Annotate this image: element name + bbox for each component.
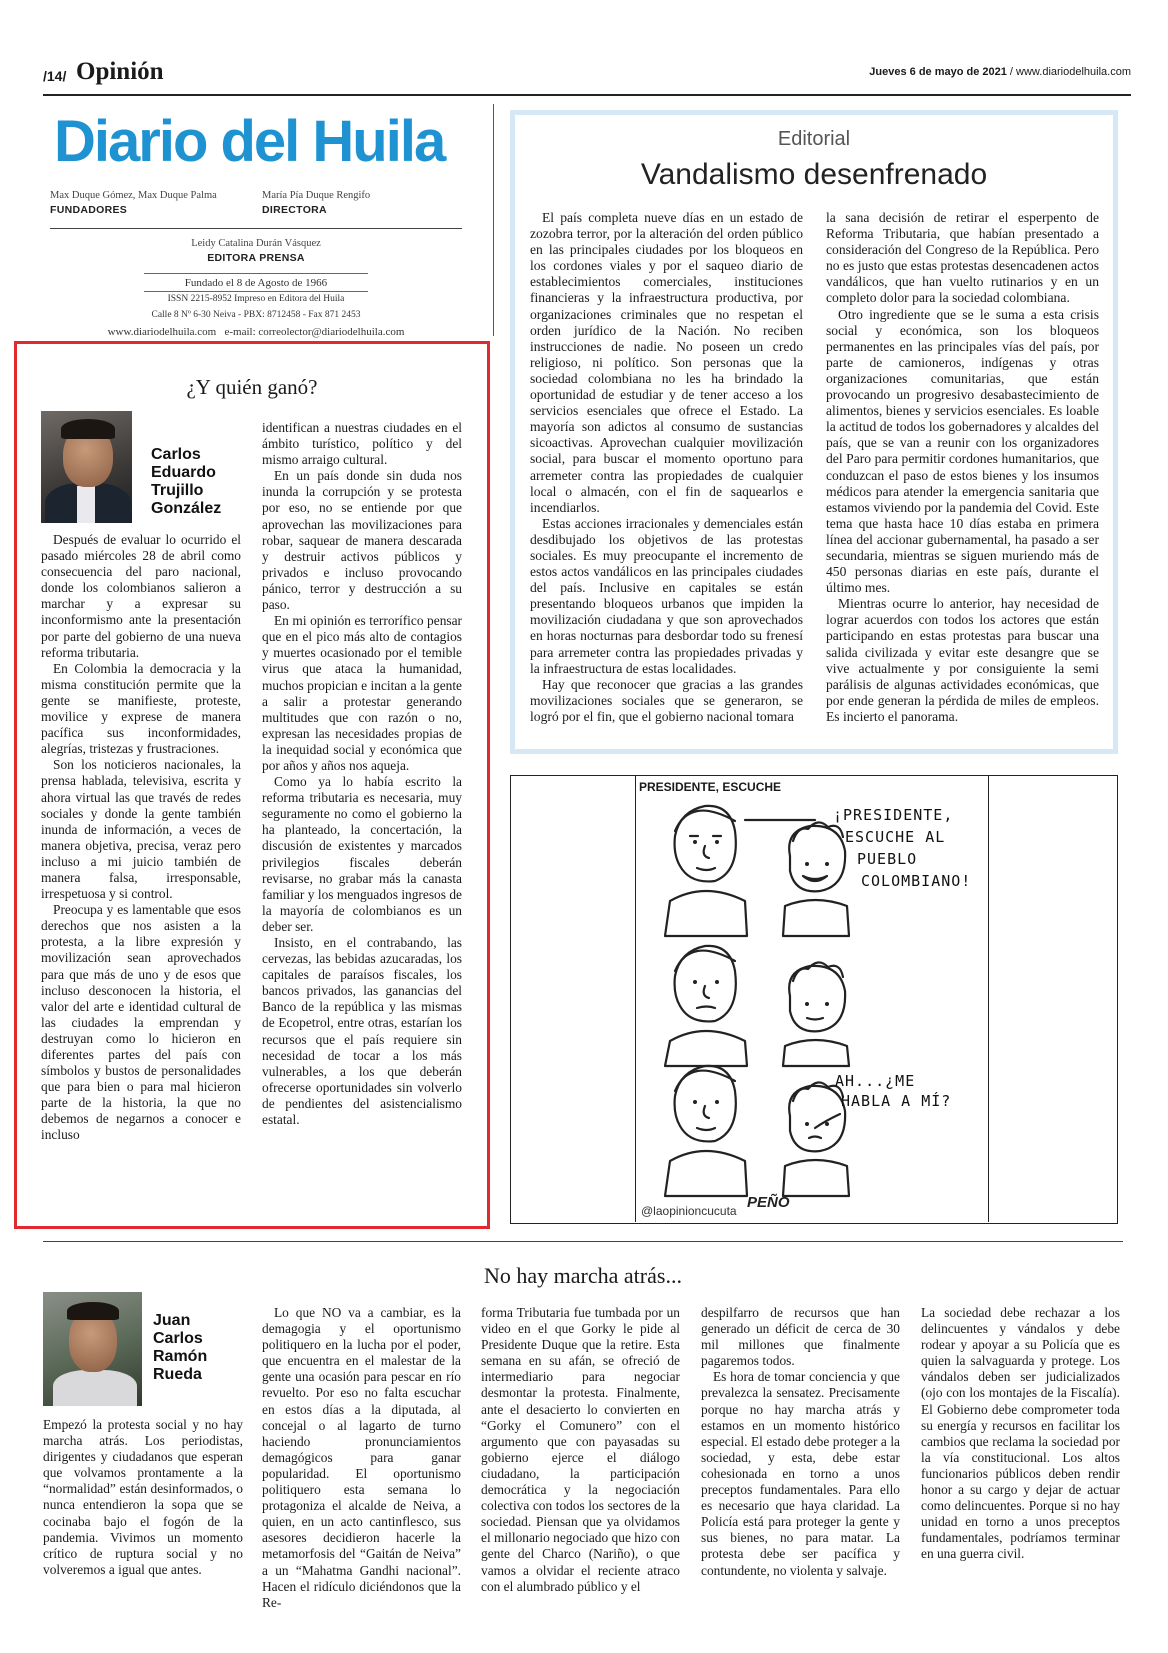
director-block [262,190,370,216]
issn-line: ISSN 2215-8952 Impreso en Editora del Huila [167,294,345,304]
column2-text-col5: La sociedad debe rechazar a los delincuentes y vándalos y debe rodear y apoyar a su Policía que es quien la salvaguarda y protege. Los vándalos deben ser judicializados (ojo con los montajes de la Fiscalía). El Gobierno debe comprometer toda su energía y recursos en facilitar los cambios que reclama la sociedad por la vía constitucional. Los altos funcionarios públicos deben rendir honor a su cargo y dejar de actuar como delincuentes. Porque si no hay unidad en torno a unos preceptos fundamentales, podríamos terminar en una guerra civil. [921,1305,1120,1562]
editor-label: EDITORA PRENSA [207,252,305,264]
page-header [43,58,1131,94]
director-label: DIRECTORA [262,204,327,216]
editorial-text-col2: la sana decisión de retirar el esperpento de Reforma Tributaria, que habían presentado a consideración del Congreso de la República. Pero no es justo que estas protestas desencadenen actos vandálicos, que han vuelto rutinarios y en un completo dolor para la sociedad colombiana. Otro ingrediente que se le suma a esta crisis social y económica, son los bloqueos permanentes en las principales vías del país, por parte de camioneros, indígenas y otras organizaciones comunitarias, que están provocando un progresivo desabastecimiento de alimentos, bienes y servicios esenciales. Es loable la actitud de todos los gobernadores y alcaldes del país, que se van a reunir con los organizadores del Paro para permitir cordones humanitarios, que conduzcan el paso de estos bienes y los insumos médicos para atender la emergencia sanitaria que estamos viviendo por la pandemia del Covid. Este tema que hasta hace 10 días estaba en primera línea del accionar gubernamental, ha pasado a ser secundaria, mientras se siguen muriendo más de 450 personas diarias en este país, durante el último mes. Mientras ocurre lo anterior, hay necesidad de lograr acuerdos con todos los actores que están participando en estas protestas para buscar una salida civilizada y evitar este desangre que se vive actualmente y por consiguiente la semi parálisis de algunas actividades económicas, que por ende generan la pérdida de miles de empleos. Es incierto el panorama. [826,210,1099,724]
header-website[interactable]: www.diariodelhuila.com [1016,66,1131,78]
page-number: /14/ [43,68,67,84]
director-name: María Pía Duque Rengifo [262,190,371,201]
column2-text-col1: Empezó la protesta social y no hay marcha atrás. Los periodistas, dirigentes y ciudadanos que esperan que volvamos prontamente a la “normalidad” están desinformados, o nunca entendieron la sopa que se cocinaba bajo el fogón de la pandemia. Vivimos un momento crítico de ruptura social y no volveremos a igual que antes. [43,1417,243,1577]
column-divider [493,104,494,336]
column2-text-col4: despilfarro de recursos que han generado un déficit de cerca de 30 mil millones que finalmente pagaremos todos. Es hora de tomar conciencia y que prevalezca la sensatez. Precisamente porque no hay marcha atrás y estamos en un momento histórico especial. El estado debe proteger a la sociedad, y esta, debe estar cohesionada en torno a unos preceptos fundamentales. Para ello es necesario que haya claridad. La Policía está para proteger la gente y sus bienes, no para matar. La protesta debe ser pacífica y contundente, no violenta y salvaje. [701,1305,900,1578]
editorial-label: Editorial [777,128,851,150]
author1-photo [41,411,132,523]
masthead-rule-3 [144,291,368,292]
editorial-title: Vandalismo desenfrenado [640,158,988,191]
founders-block [50,190,217,216]
issue-date: Jueves 6 de mayo de 2021 [869,66,1007,78]
reply-line-2: HABLA A MÍ? [841,1092,952,1110]
cartoon-title: PRESIDENTE, ESCUCHE [639,780,782,794]
header-dateline: Jueves 6 de mayo de 2021 / www.diariodelhuila.com [869,66,1131,78]
editor-name: Leidy Catalina Durán Vásquez [191,238,321,249]
cartoon-credit: @laopinioncucuta [641,1204,737,1218]
author1-name: Carlos Eduardo Trujillo González [151,446,222,517]
reply-line-1: AH...¿ME [835,1072,916,1090]
column2-title: No hay marcha atrás... [484,1263,682,1288]
founded-line: Fundado el 8 de Agosto de 1966 [184,277,328,289]
header-rule [43,94,1131,96]
editorial-text-col1: El país completa nueve días en un estado de zozobra terror, por la alteración del orden público en las principales ciudades por los bloqueos en los cordones viales y por el saqueo diario de establecimientos comerciales, instituciones financieras y la infraestructura productiva, por organizaciones criminales que no respetan el orden jurídico de la Nación. No reciben instrucciones de nadie. No poseen un credo religioso, ni político. Son personas que la sociedad colombiana no les ha brindado la oportunidad de estudiar y de tener acceso a los servicios esenciales que ofrece el Estado. La mayoría son adictos al consumo de sustancias sicoactivas. Aprovechan cualquier movilización social, para buscar el momento oportuno para arremeter contra las propiedades de cualquier local o almacén, con el fin de saquearlos e incendiarlos. Estas acciones irracionales y demenciales están desdibujado los objetivos de las protestas sociales. Es muy preocupante el incremento de estos actos vandálicos en las principales ciudades del país. Inclusive en capitales se están presentando bloqueos urbanos que impiden la movilización ciudadana y que son aprovechados en horas nocturnas para desbordar todo su frenesí para arremeter contra las propiedades privadas y la infraestructura de estas localidades. Hay que reconocer que gracias a las grandes movilizaciones sociales que se generaron, se logró por el fin, que el gobierno nacional tomara [530,210,803,724]
citizen-figure-2 [783,962,849,1066]
speech-line-3: PUEBLO [857,850,918,868]
speech-line-1: ¡PRESIDENTE, [833,806,954,824]
masthead-logo: Diario del Huila [54,109,445,174]
section-title: Opinión [76,58,164,85]
citizen-figure-1 [783,822,849,936]
speech-line-4: COLOMBIANO! [861,872,972,890]
editor-block [50,238,462,264]
cartoon-drawing [635,776,987,1222]
cartoon-signature: PEÑO [747,1194,790,1211]
column2-text-col2: Lo que NO va a cambiar, es la demagogia y el oportunismo politiquero en la lucha por el poder, que encuentra en el malestar de la gente una ocasión para pescar en río revuelto. Por eso no falta escuchar en estos días a la diputada, al concejal o al lagarto de turno haciendo pronunciamientos demagógicos para ganar popularidad. El oportunismo politiquero esta semana lo protagoniza el alcalde de Neiva, a quien, en un acto cantinflesco, sus asesores decidieron hacerle la metamorfosis del “Gaitán de Neiva” a un “Mahatma Gandhi nacional”. Hacen el ridículo diciéndonos que la Re- [262,1305,461,1610]
president-figure-2 [665,946,747,1066]
masthead-rule-2 [144,273,368,274]
bottom-rule [43,1241,1123,1242]
cartoon-frame [510,775,1118,1224]
column2-text-col3: forma Tributaria fue tumbada por un video en el que Gorky le pide al Presidente Duque que la retire. Esta semana en su afán, se ofreció de intermediario para negociar desmontar la protesta. Finalmente, ante el desacierto lo convierten en “Gorky el Comunero” con el argumento que con payasadas su gobierno ejerce el diálogo ciudadano, la participación democrática y la negociación colectiva con todos los sectores de la sociedad. Piensan que ya olvidamos el millonario negociado que hizo con gente del Charco (Nariño), o que vamos a olvidar el reciente atraco con el alumbrado público y el [481,1305,680,1594]
address-line: Calle 8 Nº 6-30 Neiva - PBX: 8712458 - Fax 871 2453 [151,310,361,320]
author2-name: Juan Carlos Ramón Rueda [153,1312,208,1383]
citizen-figure-3 [783,1082,849,1196]
president-figure-1 [665,806,747,936]
column1-text-col1: Después de evaluar lo ocurrido el pasado miércoles 28 de abril como consecuencia del paro nacional, donde los colombianos salieron a marchar y a expresar su inconformismo ante la presentación por parte del gobierno de una nueva reforma tributaria. En Colombia la democracia y la misma constitución permite que la gente se manifieste, proteste, movilice y exprese de manera pacífica sus inconformidades, alegrías, tristezas y frustraciones. Son los noticieros nacionales, la prensa hablada, televisiva, escrita y ahora virtual las que través de redes sociales y donde la gente también inunda de información, a veces de manera objetiva, precisa, veraz pero incluso a mi juicio también de manera falsa, irresponsable, irrespetuosa y si control. Preocupa y es lamentable que esos derechos que nos asisten a la protesta, a la libre expresión y movilización sean aprovechados para que más de uno y de esos que incluso desconocen la historia, el valor del arte e identidad cultural de las ciudades la emprendan y destruyan como lo hicieron en diferentes partes del país con símbolos y bustos de personalidades que para bien o para mal hicieron parte de la historia, la que no debemos de negarnos a conocer e incluso [41,532,241,1143]
column1-title: ¿Y quién ganó? [186,375,318,399]
column1-text-col2: identifican a nuestras ciudades en el ámbito turístico, político y del mismo arraigo cultural. En un país donde sin duda nos inunda la corrupción y se protesta por eso, no se entiende por que aprovechan las movilizaciones para robar, saquear de manera descarada y destruir activos públicos y privados e incluso provocando pánico, terror y destrucción a su paso. En mi opinión es terrorífico pensar que en el pico más alto de contagios y muertes ocasionado por el temible virus que ataca la humanidad, muchos propician e incitan a la gente a salir a protestar generando multitudes que con razón o no, expresan las necesidades propias de la inequidad social y económica que por años y años nos aqueja. Como ya lo había escrito la reforma tributaria es necesaria, muy seguramente no como el gobierno la ha planteado, la concertación, la discusión de existentes y marcados privilegios fiscales deberán revisarse, no grabar más la canasta familiar y los menguados ingresos de la mayoría de colombianos es un deber ser. Insisto, en el contrabando, las cervezas, las bebidas azucaradas, los capitales de paraísos fiscales, los bancos privados, las ganancias del Banco de la república y las mismas de Ecopetrol, entre otras, estarían los recursos que el país requiere sin necesidad de tocar a los más vulnerables, a los que deberán ofrecerse oportunidades sin volverlo de pendientes del asistencialismo estatal. [262,420,462,1128]
president-figure-3 [665,1066,747,1196]
author2-photo [43,1292,142,1406]
masthead-rule [50,228,462,229]
founders-label: FUNDADORES [50,204,128,216]
speech-line-2: ESCUCHE AL [845,828,946,846]
web-email-line[interactable]: www.diariodelhuila.com e-mail: correolector@diariodelhuila.com [107,326,405,338]
founders-names: Max Duque Gómez, Max Duque Palma [50,190,217,201]
